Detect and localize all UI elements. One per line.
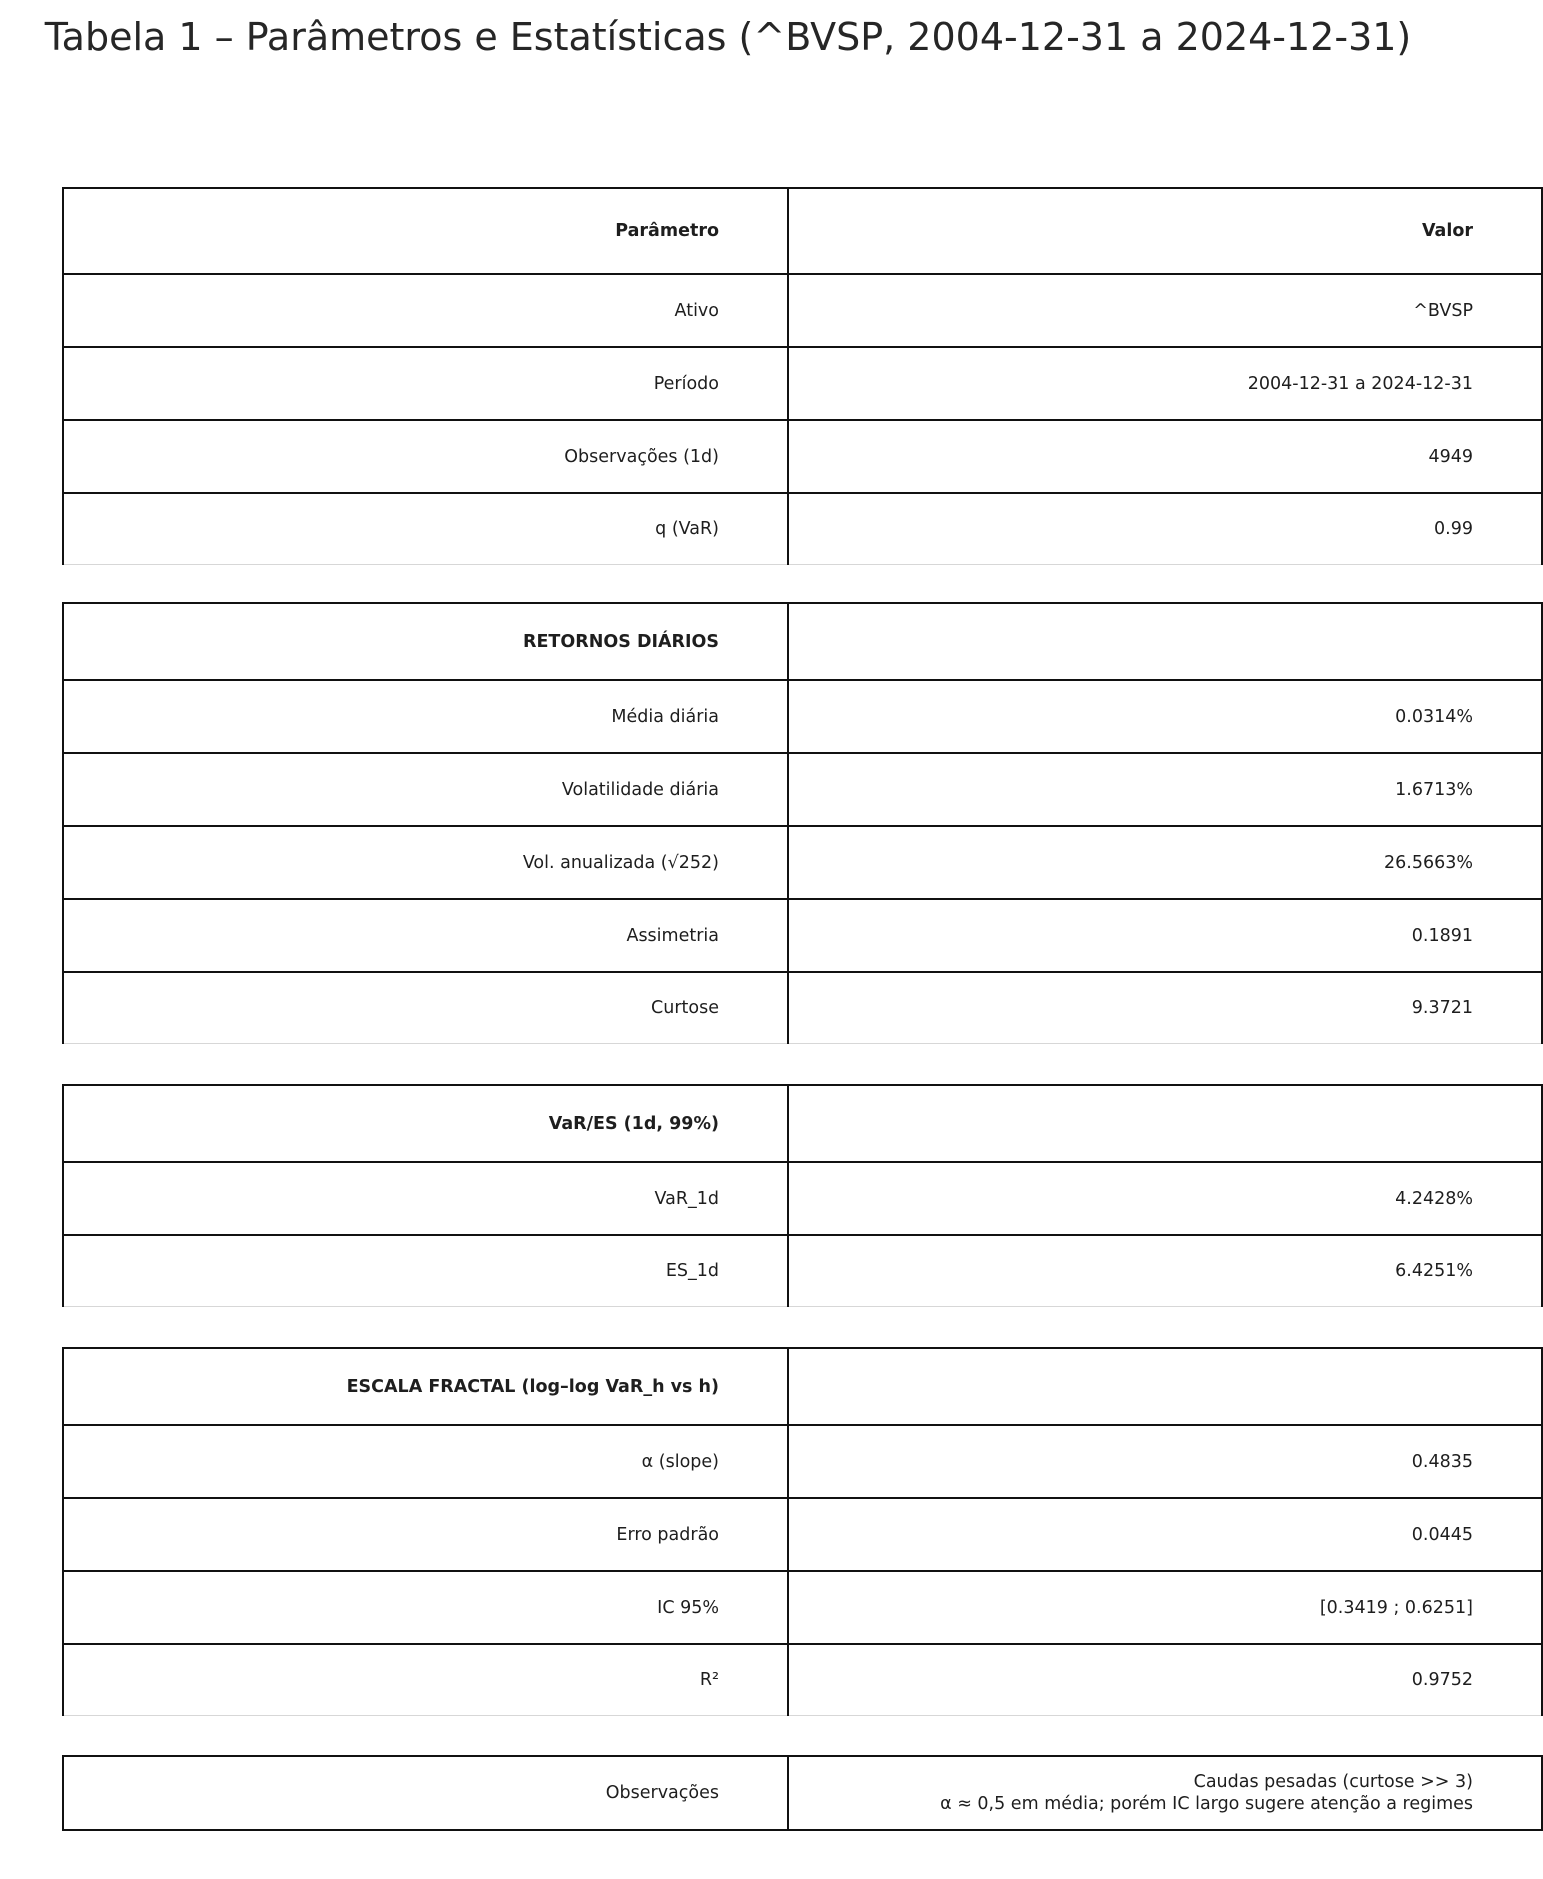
- row-value: 0.0314%: [788, 680, 1542, 753]
- row-value: 4.2428%: [788, 1162, 1542, 1235]
- section-header-value: [788, 603, 1542, 680]
- table-row: [63, 753, 1542, 826]
- row-label: Vol. anualizada (√252): [63, 826, 788, 899]
- row-value: 6.4251%: [788, 1235, 1542, 1306]
- table-row: [63, 1162, 1542, 1235]
- table-row: [63, 1756, 1542, 1830]
- table-row: [63, 1571, 1542, 1644]
- fractal-scaling-table: [62, 1347, 1543, 1716]
- row-value: 1.6713%: [788, 753, 1542, 826]
- row-value: [0.3419 ; 0.6251]: [788, 1571, 1542, 1644]
- section-header-label: VaR/ES (1d, 99%): [63, 1085, 788, 1162]
- table-row: [63, 680, 1542, 753]
- row-label: q (VaR): [63, 493, 788, 564]
- row-label: Erro padrão: [63, 1498, 788, 1571]
- row-value: 0.9752: [788, 1644, 1542, 1715]
- row-value: 2004-12-31 a 2024-12-31: [788, 347, 1542, 420]
- table-row: [63, 1235, 1542, 1306]
- table-row: [63, 1425, 1542, 1498]
- section-header-value: [788, 1085, 1542, 1162]
- row-value: 4949: [788, 420, 1542, 493]
- row-value: 0.0445: [788, 1498, 1542, 1571]
- header-cell-value: Valor: [788, 188, 1542, 274]
- row-label: VaR_1d: [63, 1162, 788, 1235]
- table-row: [63, 972, 1542, 1043]
- table-row: [63, 420, 1542, 493]
- table-row: [63, 826, 1542, 899]
- row-label: Média diária: [63, 680, 788, 753]
- row-label: Observações (1d): [63, 420, 788, 493]
- row-label: Observações: [63, 1756, 788, 1830]
- parameters-table: [62, 187, 1543, 565]
- row-label: R²: [63, 1644, 788, 1715]
- table-row: [63, 1498, 1542, 1571]
- var-es-table: [62, 1084, 1543, 1307]
- row-value: 0.1891: [788, 899, 1542, 972]
- note-line: α ≈ 0,5 em média; porém IC largo sugere atenção a regimes: [940, 1794, 1473, 1814]
- row-label: Volatilidade diária: [63, 753, 788, 826]
- section-header-label: ESCALA FRACTAL (log–log VaR_h vs h): [63, 1348, 788, 1425]
- row-label: Assimetria: [63, 899, 788, 972]
- row-label: α (slope): [63, 1425, 788, 1498]
- table-row: [63, 347, 1542, 420]
- table-row: [63, 274, 1542, 347]
- row-value: ^BVSP: [788, 274, 1542, 347]
- notes-table: [62, 1755, 1543, 1831]
- section-header-value: [788, 1348, 1542, 1425]
- row-label: IC 95%: [63, 1571, 788, 1644]
- row-label: Período: [63, 347, 788, 420]
- section-header-row: [63, 1085, 1542, 1162]
- note-line: Caudas pesadas (curtose >> 3): [1193, 1772, 1473, 1792]
- table-row: [63, 1644, 1542, 1715]
- table-header-row: [63, 188, 1542, 274]
- section-header-row: [63, 1348, 1542, 1425]
- section-header-row: [63, 603, 1542, 680]
- notes-value: [788, 1756, 1542, 1830]
- row-label: ES_1d: [63, 1235, 788, 1306]
- row-value: 26.5663%: [788, 826, 1542, 899]
- row-label: Ativo: [63, 274, 788, 347]
- table-row: [63, 493, 1542, 564]
- daily-returns-table: [62, 602, 1543, 1044]
- row-value: 0.99: [788, 493, 1542, 564]
- page-title: Tabela 1 – Parâmetros e Estatísticas (^BVSP, 2004-12-31 a 2024-12-31): [44, 15, 1412, 59]
- row-label: Curtose: [63, 972, 788, 1043]
- section-header-label: RETORNOS DIÁRIOS: [63, 603, 788, 680]
- table-row: [63, 899, 1542, 972]
- row-value: 0.4835: [788, 1425, 1542, 1498]
- row-value: 9.3721: [788, 972, 1542, 1043]
- header-cell-parameter: Parâmetro: [63, 188, 788, 274]
